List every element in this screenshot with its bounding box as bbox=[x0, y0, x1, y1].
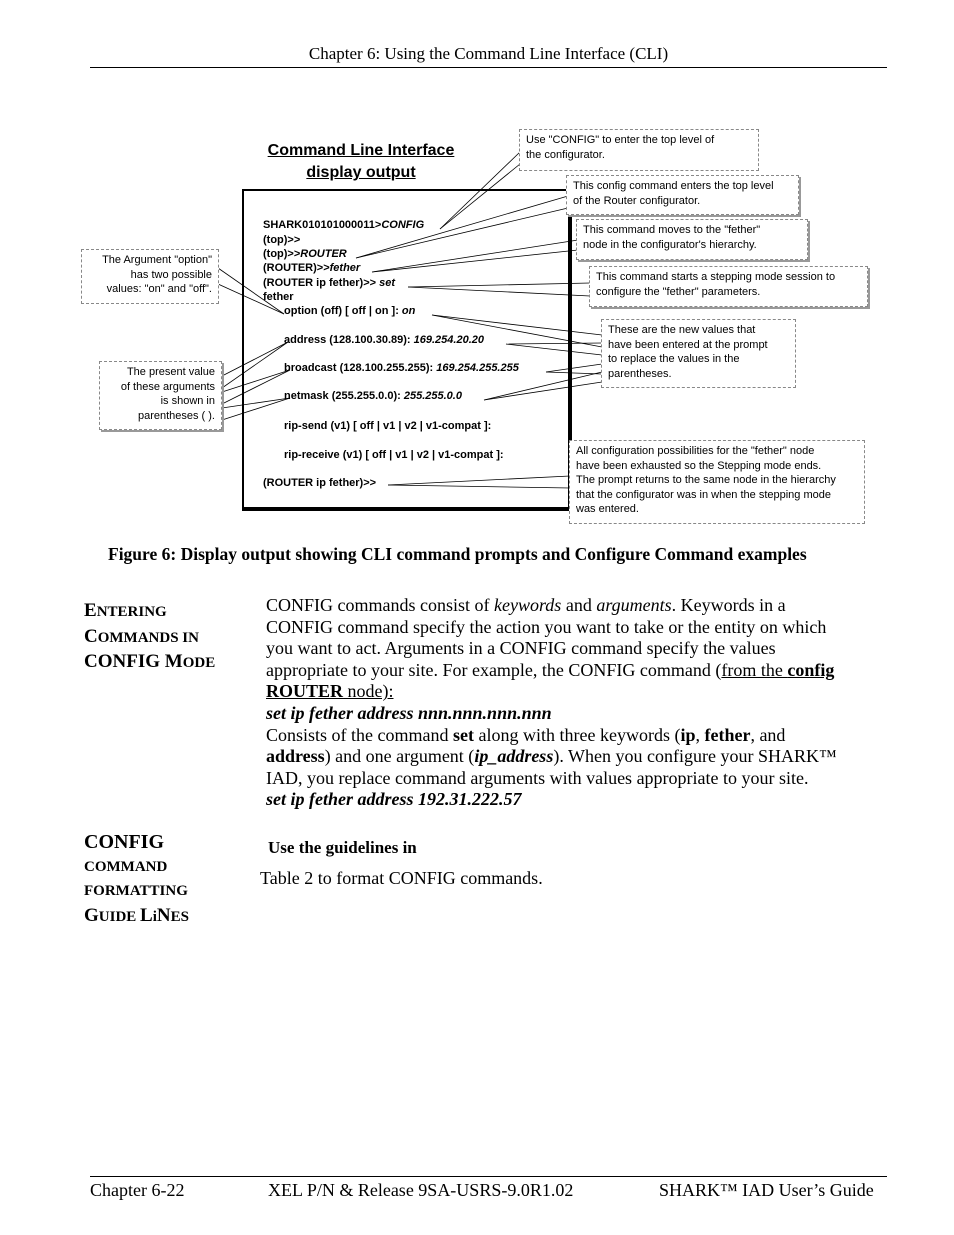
terminal-line-option: option (off) [ off | on ]: on bbox=[284, 305, 416, 317]
terminal-line-last-prompt: (ROUTER ip fether)>> bbox=[263, 477, 377, 489]
para1-line2: CONFIG command specify the action you want to take or the entity on which bbox=[266, 616, 827, 637]
terminal-line-top: (top)>> bbox=[263, 234, 301, 246]
command-example-1: set ip fether address nnn.nnn.nnn.nnn bbox=[266, 702, 552, 723]
terminal-line-rip-receive: rip-receive (v1) [ off | v1 | v2 | v1-compat ]: bbox=[284, 449, 504, 461]
footer-guide-title: SHARK™ IAD User’s Guide bbox=[659, 1180, 874, 1200]
terminal-line-set: (ROUTER ip fether)>> set bbox=[263, 277, 396, 289]
guidelines-lead: Use the guidelines in bbox=[268, 838, 417, 857]
footer-page-number: Chapter 6-22 bbox=[90, 1180, 185, 1200]
callout-config: Use "CONFIG" to enter the top level of the configurator. bbox=[519, 129, 759, 171]
figure-title-line1: Command Line Interface bbox=[267, 142, 455, 159]
command-example-2: set ip fether address 192.31.222.57 bbox=[266, 789, 522, 810]
terminal-line-set-cont: fether bbox=[263, 291, 294, 303]
callout-argument-option: The Argument "option" has two possible values: "on" and "off". bbox=[81, 249, 219, 304]
para1-line3: you want to act. Arguments in a CONFIG command specify the values bbox=[266, 638, 776, 659]
terminal-line-config: SHARK010101000011>CONFIG bbox=[263, 219, 425, 231]
para2-line3: IAD, you replace command arguments with values appropriate to your site. bbox=[266, 767, 809, 788]
terminal-line-broadcast: broadcast (128.100.255.255): 169.254.255.255 bbox=[284, 362, 519, 374]
callout-set: This command starts a stepping mode session to configure the "fether" parameters. bbox=[589, 266, 868, 307]
section1-body bbox=[266, 595, 881, 811]
guidelines-text[interactable]: Table 2 to format CONFIG commands. bbox=[260, 868, 543, 888]
section-heading-entering-commands: ENTERING COMMANDS IN CONFIG MODE bbox=[84, 600, 216, 672]
callout-stepping-exhausted: All configuration possibilities for the "fether" node have been exhausted so the Stepping mode ends. The prompt returns to the same node in the hierarchy that the configurator was in when the stepping mode was entered. bbox=[569, 440, 865, 524]
para1-line4: appropriate to your site. For example, the CONFIG command (from the config bbox=[266, 659, 835, 680]
callout-fether: This command moves to the "fether" node in the configurator's hierarchy. bbox=[576, 219, 808, 260]
terminal-line-fether: (ROUTER)>>fether bbox=[263, 262, 361, 274]
terminal-line-rip-send: rip-send (v1) [ off | v1 | v2 | v1-compat ]: bbox=[284, 420, 492, 432]
footer-rule bbox=[90, 1176, 887, 1177]
figure-title-line2: display output bbox=[306, 164, 416, 181]
para1-line1: CONFIG commands consist of keywords and arguments. Keywords in a bbox=[266, 595, 786, 615]
para2-line2: address) and one argument (ip_address). When you configure your SHARK™ bbox=[266, 746, 837, 767]
terminal-line-address: address (128.100.30.89): 169.254.20.20 bbox=[284, 334, 484, 346]
callout-present-value: The present value of these arguments is shown in parentheses ( ). bbox=[99, 361, 222, 430]
terminal-line-router: (top)>>ROUTER bbox=[263, 248, 347, 260]
terminal-line-netmask: netmask (255.255.0.0): 255.255.0.0 bbox=[284, 390, 462, 402]
footer-release: XEL P/N & Release 9SA-USRS-9.0R1.02 bbox=[268, 1180, 574, 1200]
para1-line5: ROUTER node): bbox=[266, 681, 394, 702]
callout-router: This config command enters the top level of the Router configurator. bbox=[566, 175, 799, 215]
para2-line1: Consists of the command set along with three keywords (ip, fether, and bbox=[266, 724, 786, 745]
callout-new-values: These are the new values that have been entered at the prompt to replace the values in the parentheses. bbox=[601, 319, 796, 388]
running-header: Chapter 6: Using the Command Line Interface (CLI) bbox=[308, 44, 669, 63]
figure-caption: Figure 6: Display output showing CLI command prompts and Configure Command examples bbox=[108, 544, 807, 564]
section-heading-formatting-guidelines: CONFIG COMMAND FORMATTING GUIDE LiNES bbox=[84, 831, 189, 926]
